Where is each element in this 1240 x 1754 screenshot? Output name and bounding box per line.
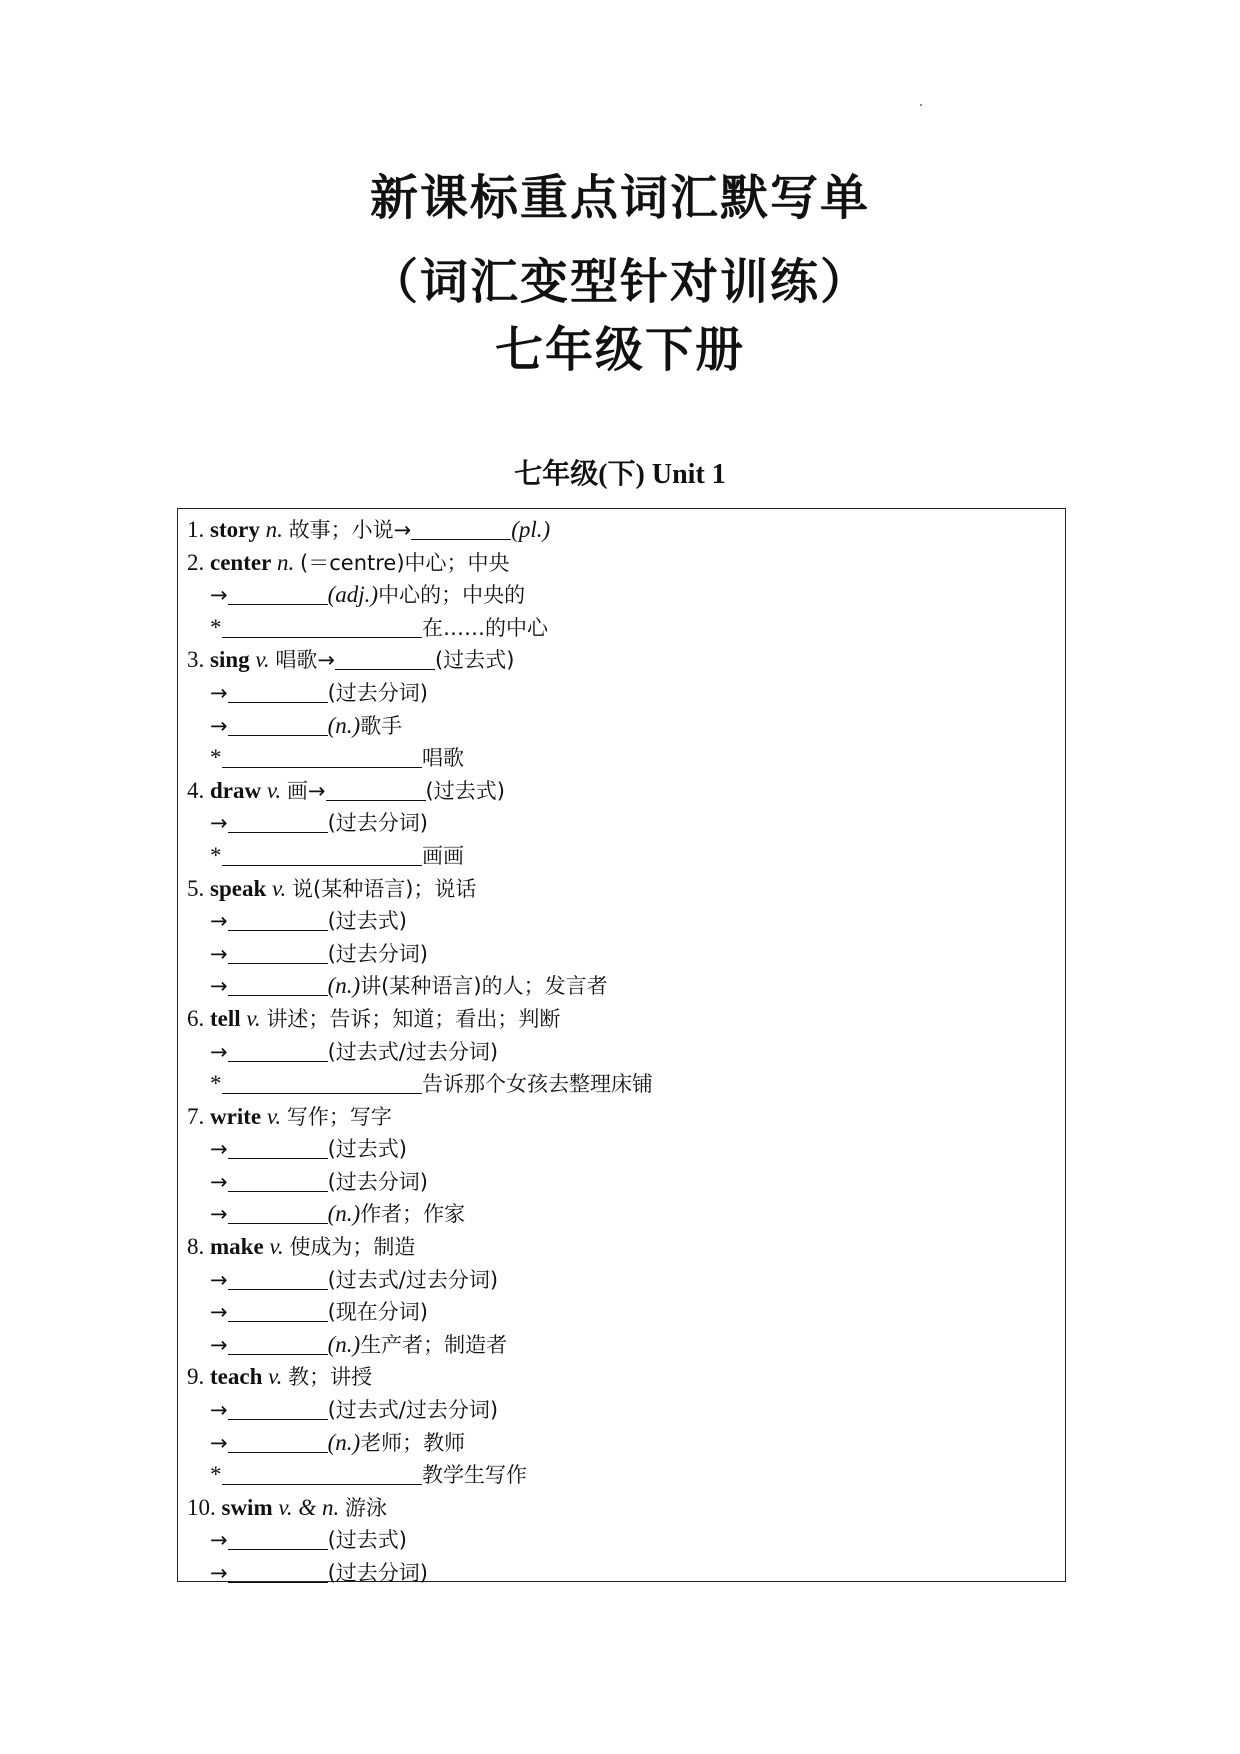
star-icon: * bbox=[210, 842, 222, 868]
page-title: 新课标重点词汇默写单 bbox=[369, 170, 870, 226]
entry-number: 7. bbox=[187, 1103, 205, 1129]
sub-line bbox=[187, 807, 653, 840]
arrow-icon: → bbox=[210, 941, 228, 966]
sub-text: 生产者；制造者 bbox=[360, 1332, 508, 1357]
sub-line bbox=[187, 1296, 653, 1329]
sub-text: 在……的中心 bbox=[422, 615, 548, 640]
entry-3 bbox=[187, 644, 653, 677]
sub-line bbox=[187, 1036, 653, 1069]
part-of-speech: v. bbox=[266, 1103, 282, 1129]
entry-word: center bbox=[210, 549, 272, 575]
answer-blank[interactable] bbox=[228, 1397, 328, 1420]
entry-word: story bbox=[210, 517, 260, 542]
sub-line bbox=[187, 612, 653, 645]
page-subtitle: （词汇变型针对训练） bbox=[369, 254, 870, 310]
entry-meaning: 说(某种语言)；说话 bbox=[292, 876, 477, 901]
entry-number: 10. bbox=[187, 1494, 216, 1520]
sub-line bbox=[187, 742, 653, 775]
answer-blank[interactable] bbox=[335, 647, 435, 670]
arrow-icon: → bbox=[210, 680, 228, 705]
entry-word: write bbox=[210, 1103, 262, 1129]
answer-blank[interactable] bbox=[222, 745, 422, 768]
entry-word: swim bbox=[221, 1494, 273, 1520]
answer-blank[interactable] bbox=[228, 1039, 328, 1062]
entry-number: 6. bbox=[187, 1005, 205, 1031]
entry-meaning: 唱歌→ bbox=[275, 648, 336, 673]
blank-hint: (过去式) bbox=[435, 648, 515, 673]
entry-6 bbox=[187, 1003, 653, 1036]
answer-blank[interactable] bbox=[228, 713, 328, 736]
answer-blank[interactable] bbox=[326, 778, 426, 801]
arrow-icon: → bbox=[210, 909, 228, 934]
sub-line bbox=[187, 1329, 653, 1362]
entry-meaning: 画→ bbox=[286, 778, 326, 803]
sub-line bbox=[187, 840, 653, 873]
entry-5 bbox=[187, 873, 653, 906]
sub-text: 唱歌 bbox=[422, 746, 464, 771]
answer-blank[interactable] bbox=[228, 1169, 328, 1192]
entry-10 bbox=[187, 1492, 653, 1525]
arrow-icon: → bbox=[210, 1561, 228, 1585]
entry-meaning: 讲述；告诉；知道；看出；判断 bbox=[266, 1006, 561, 1031]
sub-line bbox=[187, 970, 653, 1003]
entry-number: 4. bbox=[187, 777, 205, 803]
arrow-icon: → bbox=[210, 1039, 228, 1064]
sub-line bbox=[187, 1459, 653, 1492]
part-of-speech: v. bbox=[269, 1234, 284, 1260]
sub-text: (过去式/过去分词) bbox=[327, 1039, 499, 1064]
part-of-speech: v. bbox=[255, 647, 270, 673]
entry-word: teach bbox=[210, 1364, 263, 1390]
sub-text: 中心的；中央的 bbox=[378, 583, 526, 608]
sub-line bbox=[187, 1394, 653, 1427]
entry-number: 9. bbox=[187, 1364, 205, 1390]
answer-blank[interactable] bbox=[228, 1560, 328, 1583]
sub-text: 作者；作家 bbox=[360, 1202, 466, 1227]
sub-line bbox=[187, 1427, 653, 1460]
sub-line bbox=[187, 1264, 653, 1297]
answer-blank[interactable] bbox=[228, 1527, 328, 1550]
sub-line bbox=[187, 677, 653, 710]
entry-word: make bbox=[210, 1234, 264, 1260]
sub-line bbox=[187, 1068, 653, 1101]
arrow-icon: → bbox=[210, 1267, 228, 1292]
sub-text: (过去式/过去分词) bbox=[327, 1267, 499, 1292]
star-icon: * bbox=[210, 745, 222, 771]
answer-blank[interactable] bbox=[222, 1462, 422, 1485]
vocabulary-box bbox=[177, 508, 1066, 1585]
entry-2 bbox=[187, 547, 653, 580]
answer-blank[interactable] bbox=[222, 1071, 422, 1094]
sub-line bbox=[187, 1198, 653, 1231]
entry-word: speak bbox=[210, 875, 267, 901]
star-icon: * bbox=[210, 614, 222, 640]
entry-number: 5. bbox=[187, 875, 205, 901]
entry-meaning: 故事；小说→ bbox=[288, 518, 412, 542]
arrow-icon: → bbox=[210, 1398, 228, 1423]
entry-meaning: 教；讲授 bbox=[288, 1365, 373, 1390]
answer-blank[interactable] bbox=[222, 615, 422, 638]
sub-line bbox=[187, 1166, 653, 1199]
part-of-speech: n. bbox=[277, 549, 295, 575]
sub-text: 老师；教师 bbox=[360, 1430, 466, 1455]
entry-number: 2. bbox=[187, 549, 205, 575]
answer-blank[interactable] bbox=[228, 1430, 328, 1453]
blank-hint: (pl.) bbox=[511, 517, 551, 542]
entry-7 bbox=[187, 1101, 653, 1134]
arrow-icon: → bbox=[210, 974, 228, 999]
entry-word: sing bbox=[210, 647, 250, 673]
sub-text: (过去式) bbox=[327, 1528, 407, 1553]
blank-hint: (n.) bbox=[327, 712, 361, 738]
entry-9 bbox=[187, 1361, 653, 1394]
star-icon: * bbox=[210, 1462, 222, 1488]
entry-word: draw bbox=[210, 777, 262, 803]
part-of-speech: v. bbox=[272, 875, 287, 901]
entry-number: 3. bbox=[187, 647, 205, 673]
sub-text: 画画 bbox=[422, 843, 464, 868]
arrow-icon: → bbox=[210, 583, 228, 608]
entry-number: 8. bbox=[187, 1234, 205, 1260]
arrow-icon: → bbox=[210, 713, 228, 738]
part-of-speech: n. bbox=[265, 517, 283, 542]
blank-hint: (n.) bbox=[327, 973, 361, 999]
sub-text: (过去式) bbox=[327, 1137, 407, 1162]
sub-text: 讲(某种语言)的人；发言者 bbox=[360, 974, 608, 999]
entry-8 bbox=[187, 1231, 653, 1264]
answer-blank[interactable] bbox=[222, 843, 422, 866]
arrow-icon: → bbox=[210, 1528, 228, 1553]
sub-text: (过去分词) bbox=[327, 941, 428, 966]
sub-text: (过去分词) bbox=[327, 680, 428, 705]
sub-text: (过去分词) bbox=[327, 1169, 428, 1194]
vocabulary-list bbox=[187, 514, 653, 1590]
answer-blank[interactable] bbox=[228, 1267, 328, 1290]
sub-line bbox=[187, 579, 653, 612]
sub-line bbox=[187, 938, 653, 971]
arrow-icon: → bbox=[210, 1137, 228, 1162]
sub-text: (过去分词) bbox=[327, 1561, 428, 1585]
entry-meaning: 游泳 bbox=[345, 1495, 388, 1520]
sub-text: 告诉那个女孩去整理床铺 bbox=[422, 1072, 653, 1097]
sub-text: (现在分词) bbox=[327, 1300, 428, 1325]
answer-blank[interactable] bbox=[228, 810, 328, 833]
answer-blank[interactable] bbox=[228, 1201, 328, 1224]
part-of-speech: v. bbox=[266, 777, 282, 803]
part-of-speech: v. & n. bbox=[278, 1494, 340, 1520]
sub-line bbox=[187, 1524, 653, 1557]
answer-blank[interactable] bbox=[228, 1299, 328, 1322]
entry-word: tell bbox=[210, 1005, 241, 1031]
sub-line bbox=[187, 1133, 653, 1166]
blank-hint: (过去式) bbox=[425, 778, 505, 803]
sub-text: (过去式) bbox=[327, 909, 407, 934]
answer-blank[interactable] bbox=[228, 908, 328, 931]
sub-line bbox=[187, 1557, 653, 1590]
arrow-icon: → bbox=[210, 811, 228, 836]
arrow-icon: → bbox=[210, 1430, 228, 1455]
unit-heading: 七年级(下) Unit 1 bbox=[514, 459, 726, 490]
blank-hint: (n.) bbox=[327, 1331, 361, 1357]
answer-blank[interactable] bbox=[228, 582, 328, 605]
entry-1 bbox=[187, 514, 653, 547]
sub-text: 教学生写作 bbox=[422, 1463, 527, 1488]
entry-4 bbox=[187, 775, 653, 808]
sub-text: (过去式/过去分词) bbox=[327, 1398, 499, 1423]
sub-text: 歌手 bbox=[360, 713, 403, 738]
grade-title: 七年级下册 bbox=[494, 322, 745, 378]
star-icon: * bbox=[210, 1071, 222, 1097]
answer-blank[interactable] bbox=[228, 973, 328, 996]
arrow-icon: → bbox=[210, 1169, 228, 1194]
answer-blank[interactable] bbox=[228, 680, 328, 703]
sub-line bbox=[187, 710, 653, 743]
entry-meaning: (＝centre)中心；中央 bbox=[300, 550, 510, 575]
arrow-icon: → bbox=[210, 1300, 228, 1325]
blank-hint: (n.) bbox=[327, 1201, 361, 1227]
entry-number: 1. bbox=[187, 517, 205, 542]
answer-blank[interactable] bbox=[228, 941, 328, 964]
entry-meaning: 使成为；制造 bbox=[289, 1235, 416, 1260]
blank-hint: (adj.) bbox=[327, 582, 379, 608]
scan-dot bbox=[920, 104, 922, 106]
answer-blank[interactable] bbox=[228, 1332, 328, 1355]
sub-line bbox=[187, 905, 653, 938]
entry-meaning: 写作；写字 bbox=[286, 1104, 392, 1129]
blank-hint: (n.) bbox=[327, 1429, 361, 1455]
part-of-speech: v. bbox=[268, 1364, 283, 1390]
part-of-speech: v. bbox=[246, 1005, 261, 1031]
sub-text: (过去分词) bbox=[327, 811, 428, 836]
arrow-icon: → bbox=[210, 1332, 228, 1357]
answer-blank[interactable] bbox=[411, 517, 511, 540]
arrow-icon: → bbox=[210, 1202, 228, 1227]
answer-blank[interactable] bbox=[228, 1136, 328, 1159]
